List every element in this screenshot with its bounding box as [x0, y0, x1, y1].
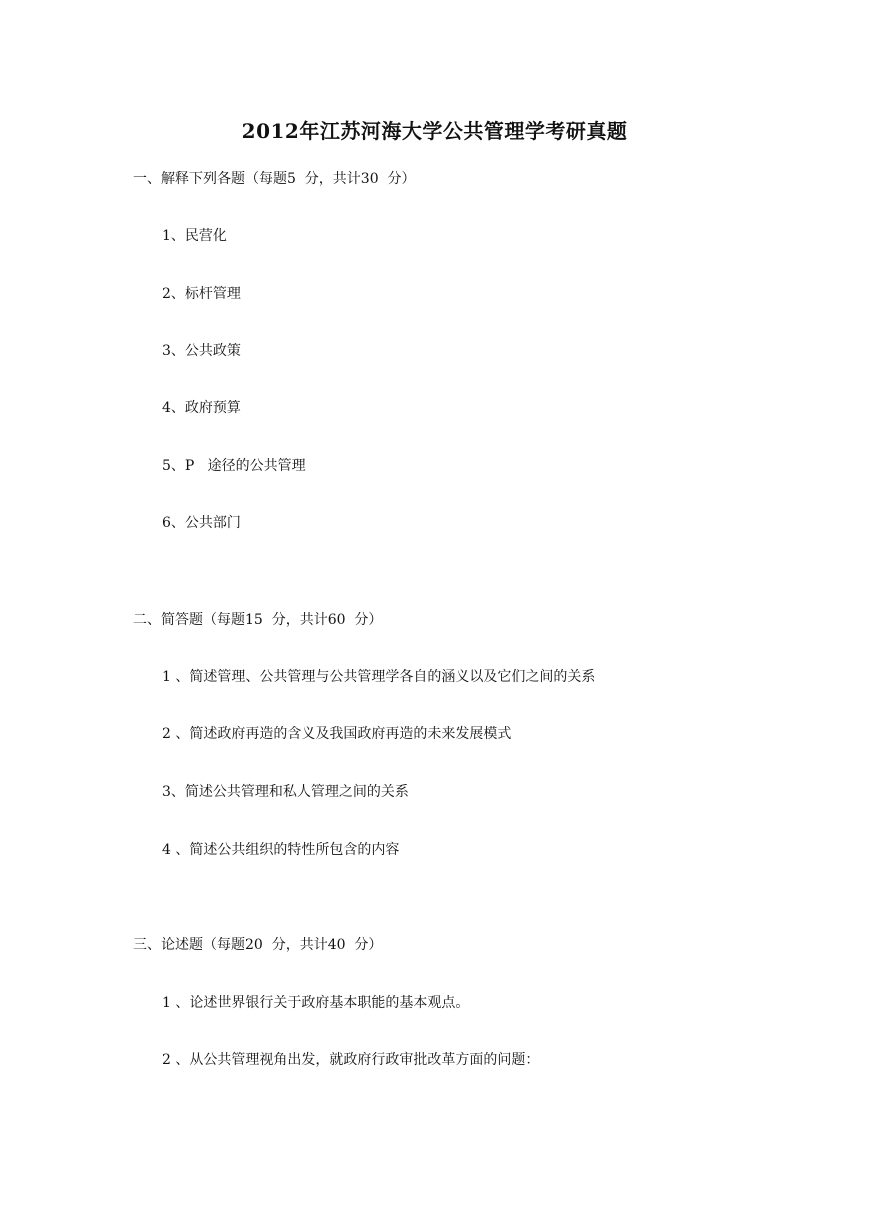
question-item: 4 、简述公共组织的特性所包含的内容 — [162, 842, 400, 858]
question-item: 1 、简述管理、公共管理与公共管理学各自的涵义以及它们之间的关系 — [162, 669, 596, 685]
section-heading-1: 一、解释下列各题（每题5 分，共计30 分） — [133, 171, 416, 187]
question-item: 2、标杆管理 — [162, 286, 241, 302]
section-heading-2: 二、简答题（每题15 分，共计60 分） — [133, 612, 383, 628]
section-heading-3: 三、论述题（每题20 分，共计40 分） — [133, 937, 383, 953]
question-item: 3、公共政策 — [162, 343, 241, 359]
question-item: 1 、论述世界银行关于政府基本职能的基本观点。 — [162, 995, 470, 1011]
question-item: 5、P 途径的公共管理 — [162, 458, 306, 474]
question-item: 1、民营化 — [162, 228, 227, 244]
question-item: 2 、简述政府再造的含义及我国政府再造的未来发展模式 — [162, 726, 512, 742]
question-item: 4、政府预算 — [162, 400, 241, 416]
document-title: 2012年江苏河海大学公共管理学考研真题 — [241, 119, 628, 143]
question-item: 2 、从公共管理视角出发，就政府行政审批改革方面的问题： — [162, 1052, 540, 1068]
question-item: 3、简述公共管理和私人管理之间的关系 — [162, 784, 409, 800]
question-item: 6、公共部门 — [162, 515, 241, 531]
